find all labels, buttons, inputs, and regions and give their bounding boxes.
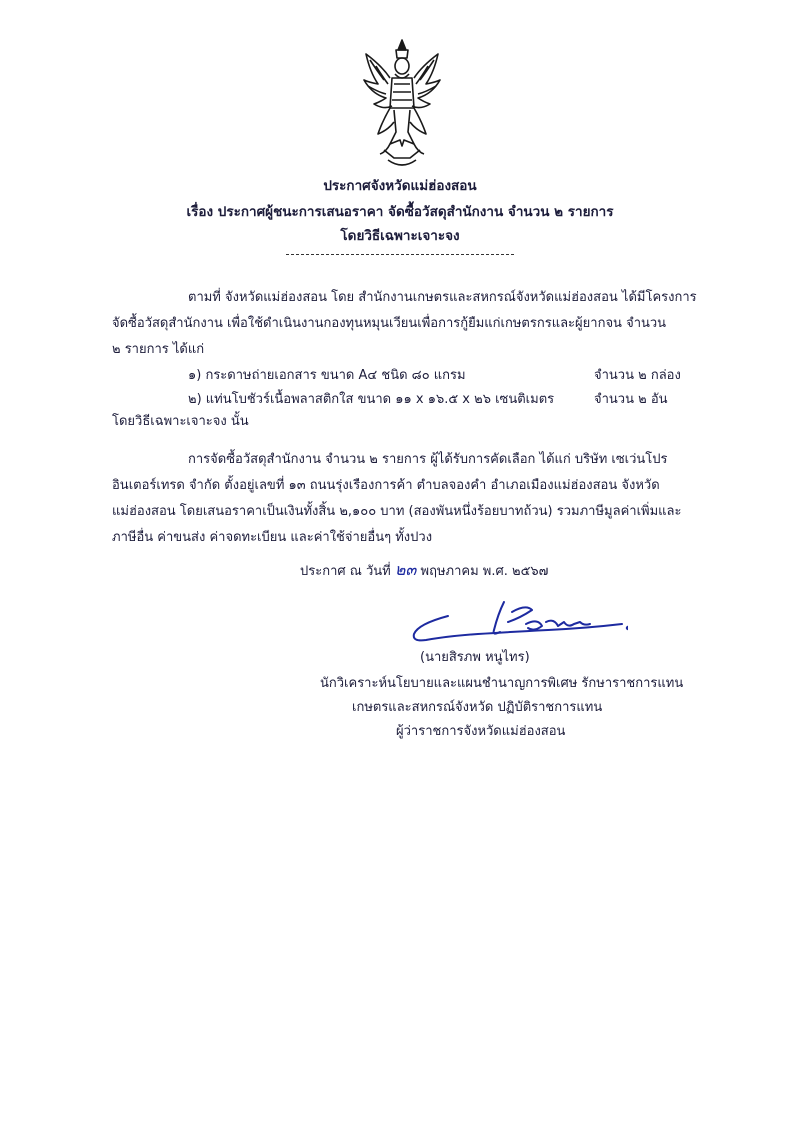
para2-line3: แม่ฮ่องสอน โดยเสนอราคาเป็นเงินทั้งสิ้น ๒,๑๐๐ บาท (สองพันหนึ่งร้อยบาทถ้วน) รวมภาษีมูลค่าเพิ่มและ <box>112 504 682 519</box>
para1-line1: ตามที่ จังหวัดแม่ฮ่องสอน โดย สำนักงานเกษตรและสหกรณ์จังหวัดแม่ฮ่องสอน ได้มีโครงการ <box>188 290 697 305</box>
item-1-qty: จำนวน ๒ กล่อง <box>594 368 681 383</box>
para2-line2: อินเตอร์เทรด จำกัด ตั้งอยู่เลขที่ ๑๓ ถนนรุ่งเรืองการค้า ตำบลจองคำ อำเภอเมืองแม่ฮ่องสอน จังหวัด <box>112 478 660 493</box>
item-2-qty: จำนวน ๒ อัน <box>594 392 668 407</box>
announcement-title: ประกาศจังหวัดแม่ฮ่องสอน <box>323 178 477 194</box>
signer-position-3: ผู้ว่าราชการจังหวัดแม่ฮ่องสอน <box>396 724 566 739</box>
signer-position-2: เกษตรและสหกรณ์จังหวัด ปฏิบัติราชการแทน <box>352 700 603 715</box>
item-2-desc: ๒) แท่นโบชัวร์เนื้อพลาสติกใส ขนาด ๑๑ x ๑๖.๕ x ๒๖ เซนติเมตร <box>188 392 555 407</box>
item-1-desc: ๑) กระดาษถ่ายเอกสาร ขนาด A๔ ชนิด ๘๐ แกรม <box>188 368 466 383</box>
announcement-subject: เรื่อง ประกาศผู้ชนะการเสนอราคา จัดซื้อวัสดุสำนักงาน จำนวน ๒ รายการ <box>186 204 614 220</box>
items-footer: โดยวิธีเฉพาะเจาะจง นั้น <box>112 414 249 429</box>
announcement-method: โดยวิธีเฉพาะเจาะจง <box>340 228 460 244</box>
signer-name: (นายสิรภพ หนูไทร) <box>420 650 530 665</box>
para1-line3: ๒ รายการ ได้แก่ <box>112 342 205 357</box>
announce-date <box>300 558 548 583</box>
para2-line4: ภาษีอื่น ค่าขนส่ง ค่าจดทะเบียน และค่าใช้จ่ายอื่นๆ ทั้งปวง <box>112 530 433 545</box>
announce-day: ๒๓ <box>394 560 417 579</box>
announce-suffix: พฤษภาคม พ.ศ. ๒๕๖๗ <box>420 564 549 579</box>
handwritten-signature <box>408 594 628 650</box>
para2-line1: การจัดซื้อวัสดุสำนักงาน จำนวน ๒ รายการ ผู้ได้รับการคัดเลือก ได้แก่ บริษัท เซเว่นโปร <box>188 452 668 467</box>
signer-position-1: นักวิเคราะห์นโยบายและแผนชำนาญการพิเศษ รักษาราชการแทน <box>320 676 684 691</box>
divider <box>286 254 514 255</box>
announce-prefix: ประกาศ ณ วันที่ <box>300 564 391 579</box>
garuda-emblem-icon <box>360 36 444 170</box>
para1-line2: จัดซื้อวัสดุสำนักงาน เพื่อใช้ดำเนินงานกองทุนหมุนเวียนเพื่อการกู้ยืมแก่เกษตรกรและผู้ยากจน จำนวน <box>112 316 667 331</box>
